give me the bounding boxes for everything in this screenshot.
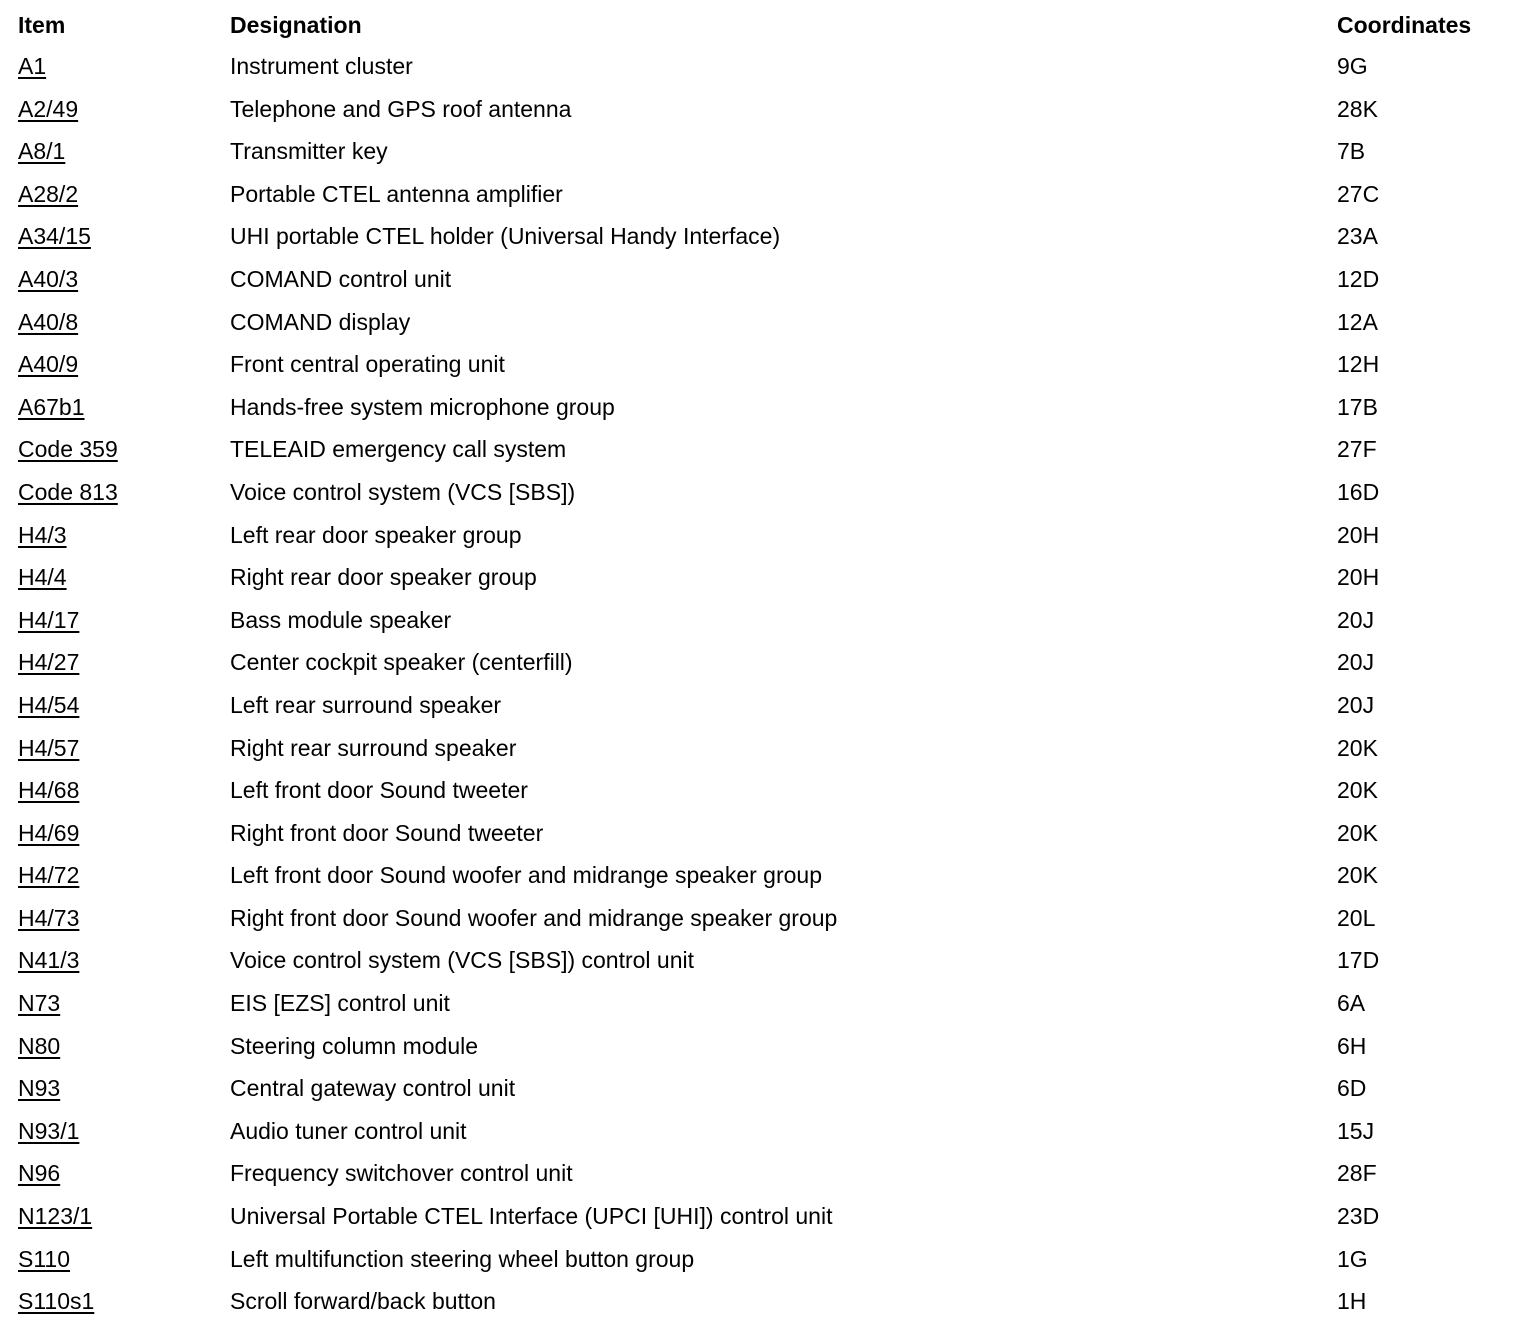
designation-cell: Audio tuner control unit	[230, 1117, 467, 1144]
table-row	[0, 1064, 1520, 1107]
designation-cell: COMAND display	[230, 308, 411, 335]
designation-cell: Left front door Sound woofer and midrange speaker group	[230, 862, 822, 889]
coordinates-cell: 27C	[1337, 180, 1380, 207]
designation-cell: Frequency switchover control unit	[230, 1160, 573, 1187]
table-header-row	[0, 0, 1520, 42]
coordinates-cell: 23D	[1337, 1203, 1380, 1230]
item-cell	[18, 1290, 94, 1313]
table-row	[0, 298, 1520, 341]
item-link[interactable]: N80	[18, 1032, 61, 1059]
table-row	[0, 468, 1520, 511]
table-row	[0, 340, 1520, 383]
item-cell	[18, 904, 80, 931]
item-cell	[18, 265, 79, 292]
table-row	[0, 1149, 1520, 1192]
designation-cell: Front central operating unit	[230, 351, 505, 378]
designation-cell: Instrument cluster	[230, 53, 413, 79]
table-row	[0, 425, 1520, 468]
designation-cell: Universal Portable CTEL Interface (UPCI [UHI]) control unit	[230, 1203, 833, 1230]
table-row	[0, 127, 1520, 170]
coordinates-cell: 16D	[1337, 478, 1380, 505]
item-link[interactable]: A2/49	[18, 95, 79, 122]
table-row	[0, 1277, 1520, 1320]
item-link[interactable]: Code 813	[18, 478, 118, 505]
table-row	[0, 979, 1520, 1022]
coordinates-cell: 20K	[1337, 819, 1378, 846]
item-cell	[18, 1117, 80, 1144]
table-row	[0, 42, 1520, 85]
designation-cell: Telephone and GPS roof antenna	[230, 95, 572, 122]
item-cell	[18, 478, 118, 505]
coordinates-cell: 17B	[1337, 393, 1378, 420]
table-row	[0, 851, 1520, 894]
table-row	[0, 638, 1520, 681]
item-link[interactable]: H4/3	[18, 521, 67, 548]
item-link[interactable]: H4/68	[18, 777, 80, 804]
coordinates-cell: 20K	[1337, 734, 1378, 761]
item-cell	[18, 779, 79, 802]
item-link[interactable]: H4/17	[18, 606, 80, 633]
coordinates-cell: 9G	[1337, 53, 1368, 79]
header-item: Item	[18, 12, 66, 38]
table-row	[0, 553, 1520, 596]
item-cell	[18, 566, 67, 589]
coordinates-cell: 6H	[1337, 1032, 1367, 1059]
table-row	[0, 511, 1520, 554]
item-link[interactable]: N73	[18, 990, 61, 1017]
item-link[interactable]: H4/72	[18, 862, 80, 889]
item-link[interactable]: H4/73	[18, 904, 80, 931]
coordinates-cell: 23A	[1337, 223, 1378, 250]
item-link[interactable]: N93/1	[18, 1117, 80, 1144]
item-cell	[18, 1032, 61, 1059]
item-link[interactable]: N93	[18, 1075, 61, 1102]
coordinates-cell: 1H	[1337, 1288, 1367, 1315]
item-link[interactable]: A28/2	[18, 180, 79, 207]
item-link[interactable]: A67b1	[18, 393, 85, 420]
designation-cell: Bass module speaker	[230, 606, 452, 633]
designation-cell: UHI portable CTEL holder (Universal Handy Interface)	[230, 223, 781, 250]
item-cell	[18, 992, 60, 1015]
item-cell	[18, 393, 85, 420]
coordinates-cell: 12D	[1337, 265, 1380, 292]
item-link[interactable]: N123/1	[18, 1203, 93, 1230]
designation-cell: Right front door Sound woofer and midrange speaker group	[230, 904, 838, 931]
designation-cell: Left front door Sound tweeter	[230, 777, 528, 804]
item-cell	[18, 734, 80, 761]
item-cell	[18, 225, 91, 248]
item-link[interactable]: N96	[18, 1160, 61, 1187]
table-row	[0, 85, 1520, 128]
table-row	[0, 255, 1520, 298]
item-cell	[18, 1077, 60, 1100]
designation-cell: Right rear surround speaker	[230, 734, 517, 761]
item-link[interactable]: A40/9	[18, 351, 79, 378]
coordinates-cell: 12H	[1337, 351, 1380, 378]
item-link[interactable]: S110s1	[18, 1288, 95, 1315]
designation-cell: COMAND control unit	[230, 265, 452, 292]
item-link[interactable]: H4/69	[18, 819, 80, 846]
item-cell	[18, 691, 80, 718]
item-cell	[18, 606, 80, 633]
designation-cell: Steering column module	[230, 1032, 479, 1059]
item-link[interactable]: N41/3	[18, 947, 80, 974]
item-cell	[18, 180, 79, 207]
coordinates-cell: 20L	[1337, 904, 1376, 931]
item-link[interactable]: A34/15	[18, 223, 91, 250]
designation-cell: Central gateway control unit	[230, 1075, 516, 1102]
coordinates-cell: 28F	[1337, 1160, 1377, 1187]
designation-cell: EIS [EZS] control unit	[230, 990, 450, 1017]
item-link[interactable]: A1	[18, 53, 47, 79]
coordinates-cell: 20K	[1337, 862, 1378, 889]
item-link[interactable]: A8/1	[18, 138, 66, 165]
coordinates-cell: 7B	[1337, 138, 1366, 165]
table-row	[0, 1107, 1520, 1150]
item-cell	[18, 864, 79, 887]
item-cell	[18, 55, 46, 78]
coordinates-cell: 6D	[1337, 1075, 1367, 1102]
coordinates-cell: 20H	[1337, 521, 1380, 548]
item-link[interactable]: A40/8	[18, 308, 79, 335]
item-cell	[18, 651, 79, 674]
coordinates-cell: 12A	[1337, 308, 1378, 335]
item-cell	[18, 308, 79, 335]
designation-cell: Voice control system (VCS [SBS]) control unit	[230, 947, 695, 974]
coordinates-cell: 20J	[1337, 606, 1375, 633]
table-body	[0, 42, 1520, 1320]
designation-cell: Scroll forward/back button	[230, 1288, 496, 1315]
item-link[interactable]: H4/27	[18, 649, 80, 676]
designation-cell: Hands-free system microphone group	[230, 393, 615, 420]
table-row	[0, 894, 1520, 937]
item-link[interactable]: H4/54	[18, 691, 80, 718]
table-row	[0, 681, 1520, 724]
table-row	[0, 1022, 1520, 1065]
designation-cell: Left multifunction steering wheel button group	[230, 1245, 695, 1272]
table-row	[0, 766, 1520, 809]
coordinates-cell: 20J	[1337, 691, 1375, 718]
item-cell	[18, 521, 67, 548]
item-cell	[18, 140, 65, 163]
item-cell	[18, 353, 78, 376]
table-row	[0, 809, 1520, 852]
table-row	[0, 1192, 1520, 1235]
designation-cell: TELEAID emergency call system	[230, 436, 567, 463]
item-cell	[18, 949, 79, 972]
item-cell	[18, 819, 80, 846]
designation-cell: Right rear door speaker group	[230, 564, 537, 591]
item-link[interactable]: H4/4	[18, 564, 67, 591]
designation-cell: Left rear door speaker group	[230, 521, 522, 548]
coordinates-cell: 20J	[1337, 649, 1375, 676]
table-row	[0, 936, 1520, 979]
item-cell	[18, 1205, 92, 1228]
table-row	[0, 212, 1520, 255]
coordinates-cell: 28K	[1337, 95, 1378, 122]
coordinates-cell: 20K	[1337, 777, 1378, 804]
designation-cell: Voice control system (VCS [SBS])	[230, 478, 576, 505]
header-designation: Designation	[230, 12, 362, 38]
item-cell	[18, 438, 118, 461]
coordinates-cell: 20H	[1337, 564, 1380, 591]
designation-cell: Center cockpit speaker (centerfill)	[230, 649, 573, 676]
coordinates-cell: 6A	[1337, 990, 1366, 1017]
table-row	[0, 724, 1520, 767]
item-cell	[18, 1162, 60, 1185]
designation-cell: Right front door Sound tweeter	[230, 819, 544, 846]
item-link[interactable]: H4/57	[18, 734, 80, 761]
table-row	[0, 170, 1520, 213]
coordinates-cell: 27F	[1337, 436, 1377, 463]
designation-cell: Transmitter key	[230, 138, 388, 165]
item-link[interactable]: A40/3	[18, 265, 79, 292]
coordinates-cell: 1G	[1337, 1245, 1368, 1272]
item-link[interactable]: Code 359	[18, 436, 118, 463]
item-cell	[18, 95, 79, 122]
designation-cell: Left rear surround speaker	[230, 691, 502, 718]
designation-cell: Portable CTEL antenna amplifier	[230, 180, 563, 207]
item-link[interactable]: S110	[18, 1245, 71, 1272]
table-row	[0, 1235, 1520, 1278]
coordinates-cell: 15J	[1337, 1117, 1375, 1144]
table-row	[0, 383, 1520, 426]
header-coordinates: Coordinates	[1337, 12, 1472, 38]
coordinates-cell: 17D	[1337, 947, 1380, 974]
table-row	[0, 596, 1520, 639]
item-cell	[18, 1245, 71, 1272]
